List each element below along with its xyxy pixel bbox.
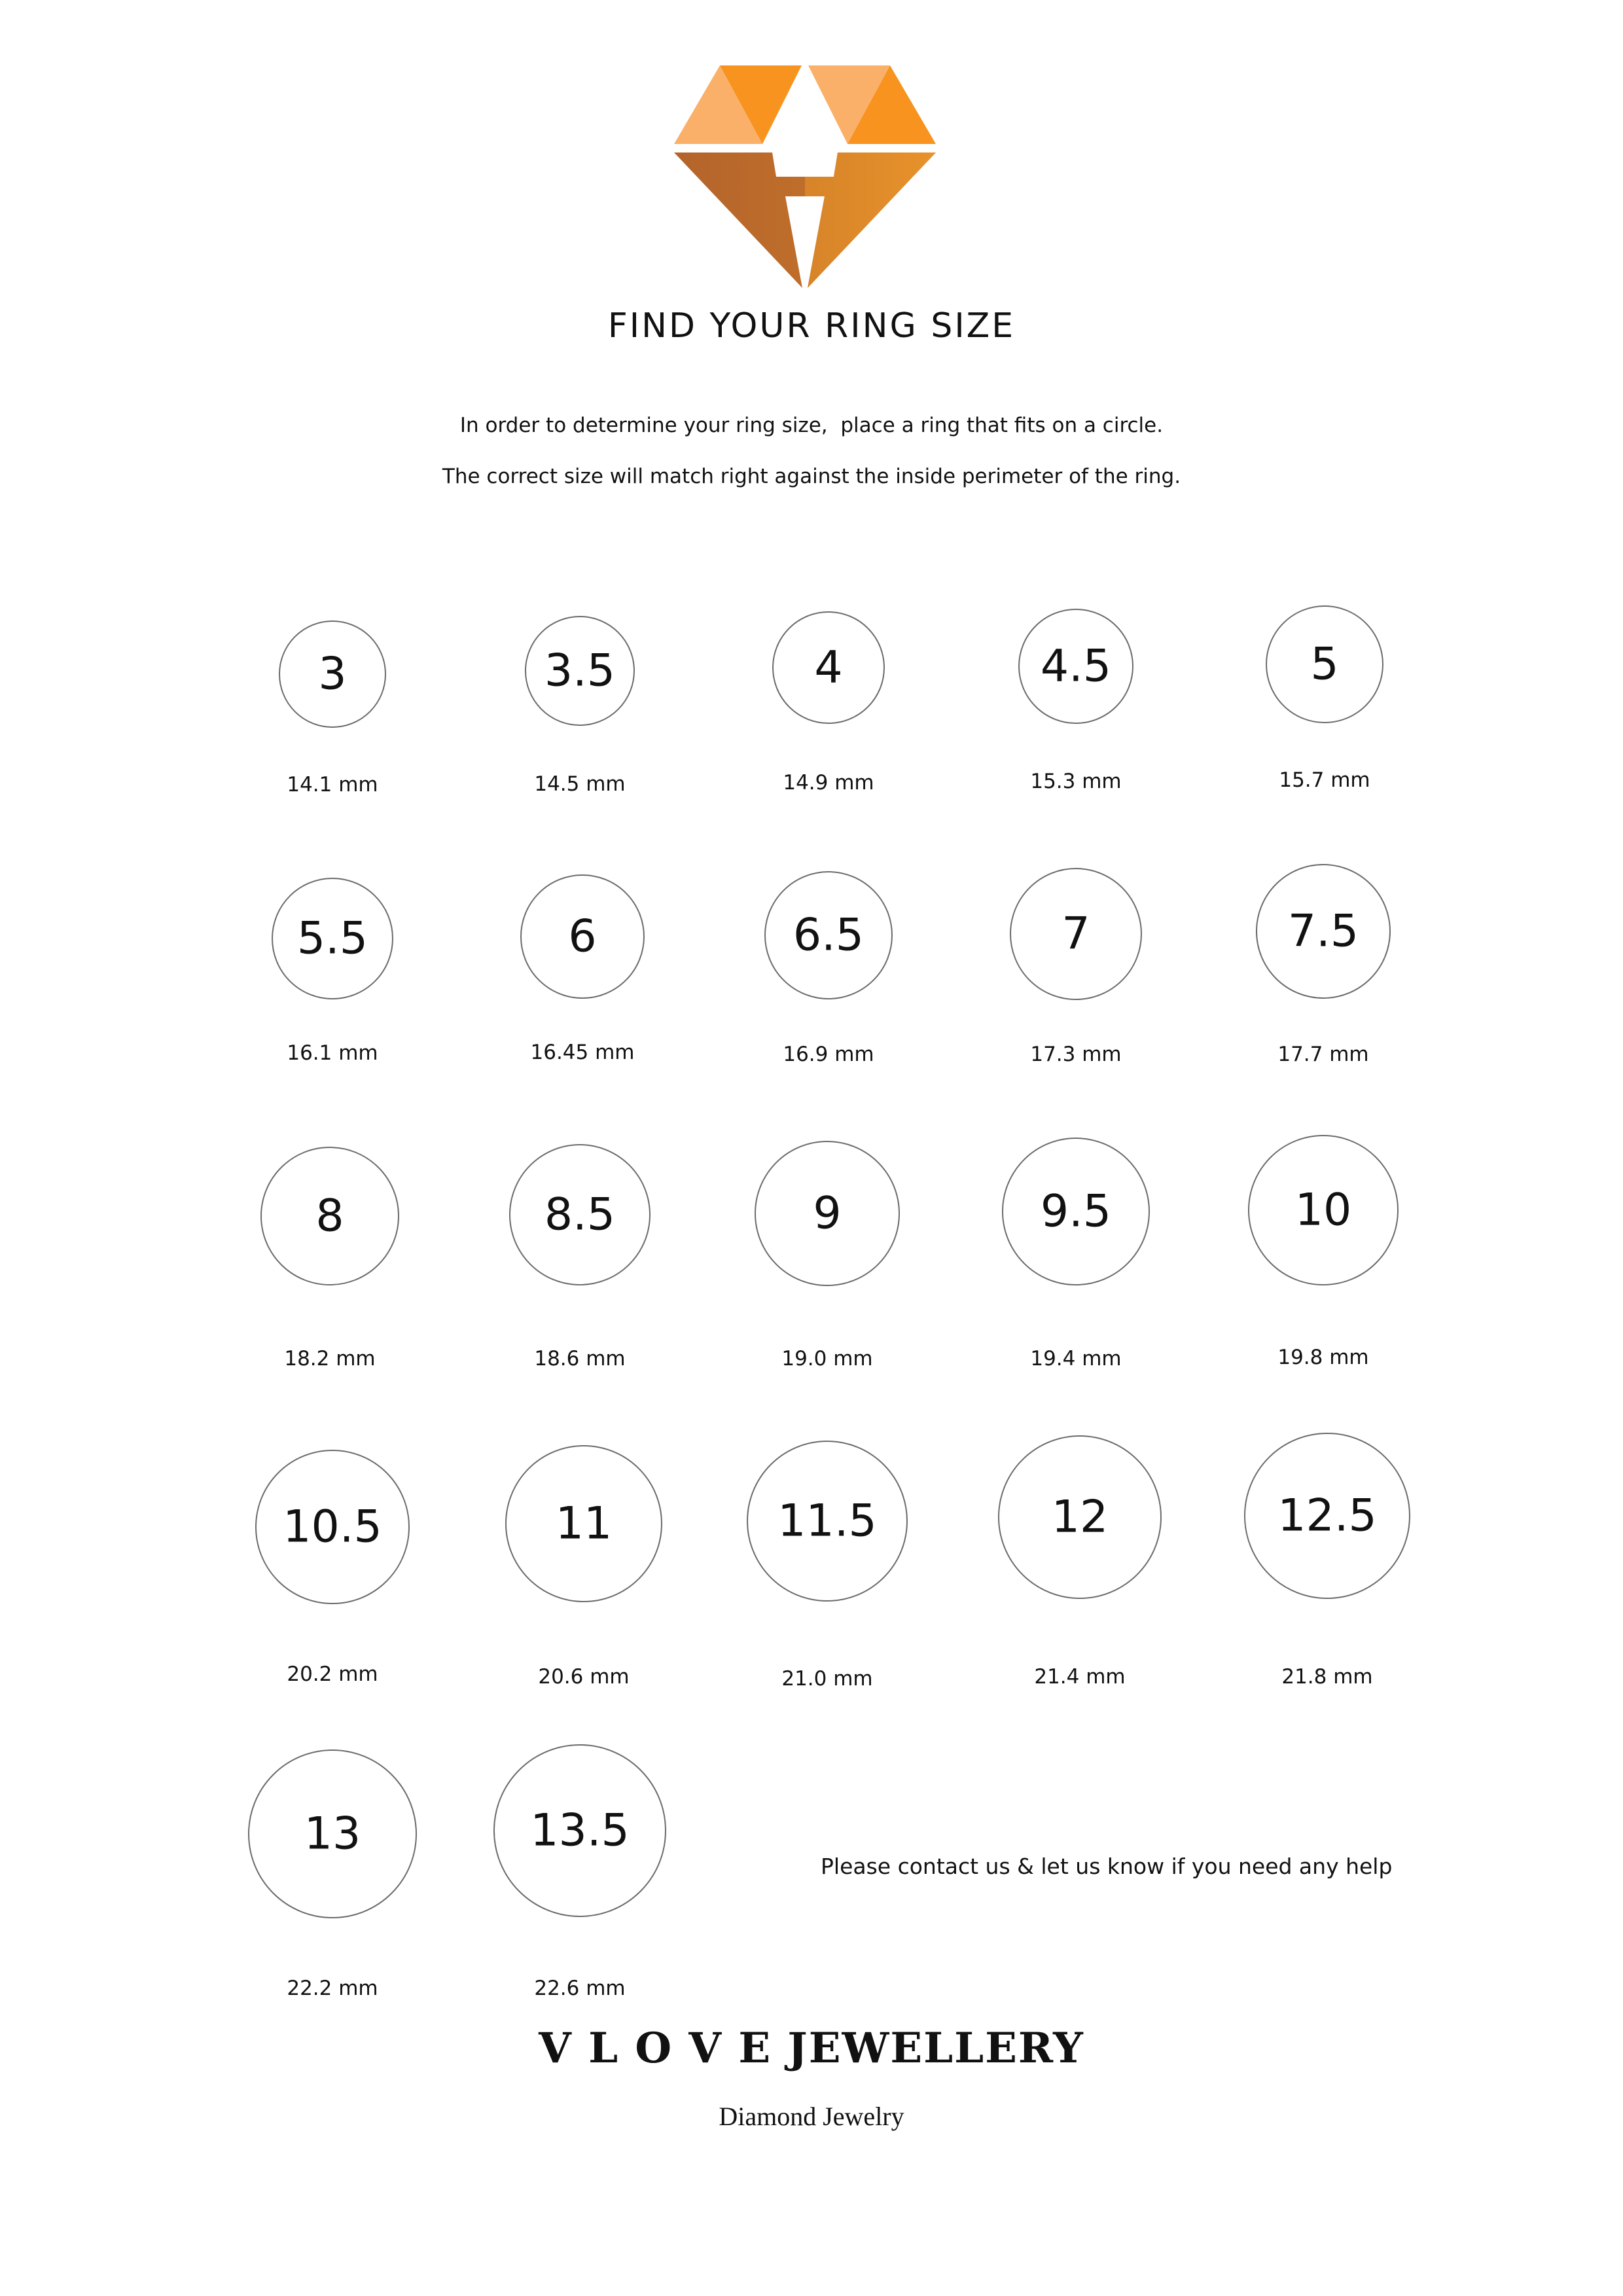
ring-diameter-label: 21.4 mm xyxy=(1034,1665,1126,1689)
ring-diameter-label: 16.45 mm xyxy=(530,1041,635,1064)
ring-size-label: 11 xyxy=(555,1498,613,1550)
help-text: Please contact us & let us know if you need any help xyxy=(821,1854,1393,1879)
ring-diameter-label: 19.4 mm xyxy=(1030,1347,1122,1371)
ring-diameter-label: 14.5 mm xyxy=(534,772,626,796)
ring-size-label: 7 xyxy=(1061,908,1090,960)
ring-size-label: 10.5 xyxy=(283,1501,382,1553)
page-title: FIND YOUR RING SIZE xyxy=(607,306,1016,346)
ring-size-label: 12.5 xyxy=(1277,1490,1377,1542)
ring-size-label: 9.5 xyxy=(1040,1185,1112,1238)
ring-size-label: 8 xyxy=(315,1190,344,1242)
ring-size-label: 5 xyxy=(1310,638,1339,691)
ring-size-label: 7.5 xyxy=(1287,905,1359,958)
ring-size-label: 4 xyxy=(814,641,843,694)
ring-diameter-label: 19.0 mm xyxy=(781,1347,873,1371)
ring-diameter-label: 19.8 mm xyxy=(1277,1346,1369,1369)
ring-diameter-label: 16.9 mm xyxy=(783,1043,874,1066)
brand-tagline: Diamond Jewelry xyxy=(719,2102,904,2131)
ring-size-label: 10 xyxy=(1294,1184,1352,1236)
ring-diameter-label: 20.2 mm xyxy=(287,1662,378,1686)
ring-size-label: 11.5 xyxy=(777,1495,877,1547)
ring-diameter-label: 21.8 mm xyxy=(1281,1665,1373,1689)
ring-diameter-label: 17.3 mm xyxy=(1030,1043,1122,1066)
ring-size-label: 12 xyxy=(1051,1491,1109,1543)
ring-diameter-label: 18.6 mm xyxy=(534,1347,626,1371)
ring-size-label: 4.5 xyxy=(1040,640,1112,692)
ring-diameter-label: 21.0 mm xyxy=(781,1667,873,1691)
ring-diameter-label: 18.2 mm xyxy=(284,1347,376,1371)
ring-size-label: 3 xyxy=(318,648,347,700)
ring-size-label: 9 xyxy=(813,1187,842,1240)
brand-name: V L O V E JEWELLERY xyxy=(539,2024,1084,2073)
instruction-line-1: In order to determine your ring size, place a ring that fits on a circle. xyxy=(459,414,1164,437)
ring-diameter-label: 20.6 mm xyxy=(538,1665,630,1689)
ring-diameter-label: 22.2 mm xyxy=(287,1977,378,2000)
ring-size-label: 3.5 xyxy=(544,645,616,697)
ring-diameter-label: 14.1 mm xyxy=(287,773,378,797)
ring-diameter-label: 16.1 mm xyxy=(287,1041,378,1065)
ring-diameter-label: 14.9 mm xyxy=(783,771,874,795)
instruction-line-2: The correct size will match right against the inside perimeter of the ring. xyxy=(442,465,1181,488)
ring-diameter-label: 22.6 mm xyxy=(534,1977,626,2000)
diamond-logo-icon xyxy=(674,65,936,288)
ring-size-label: 5.5 xyxy=(296,912,368,965)
ring-diameter-label: 17.7 mm xyxy=(1277,1043,1369,1066)
ring-diameter-label: 15.7 mm xyxy=(1279,768,1370,792)
ring-size-label: 13 xyxy=(304,1808,361,1860)
ring-size-label: 6.5 xyxy=(793,909,865,961)
ring-size-label: 13.5 xyxy=(530,1804,630,1857)
ring-size-label: 6 xyxy=(568,910,597,963)
ring-diameter-label: 15.3 mm xyxy=(1030,770,1122,793)
ring-size-label: 8.5 xyxy=(544,1189,616,1241)
